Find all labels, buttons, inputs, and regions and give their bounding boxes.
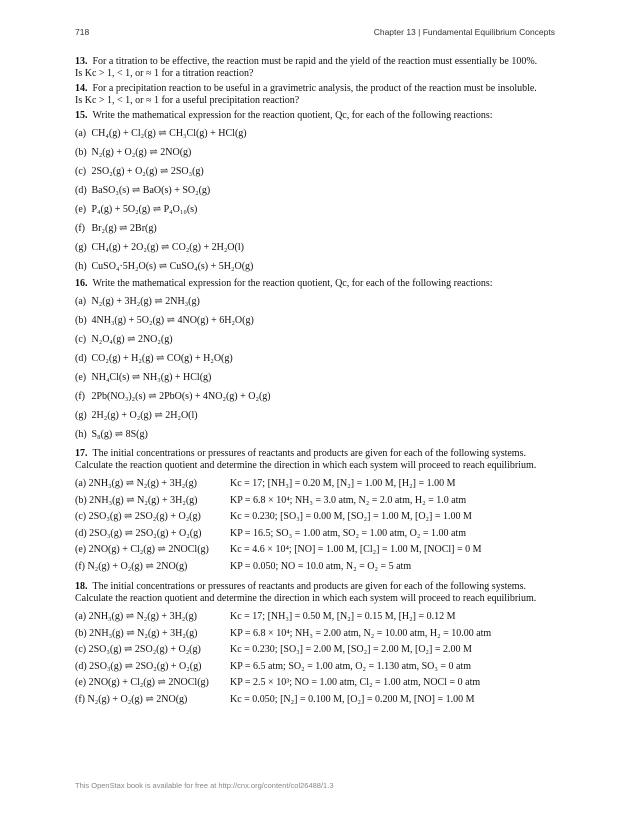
reaction-item [75, 406, 555, 425]
system-conditions: Kc = 17; [NH₃] = 0.20 M, [N₂] = 1.00 M, [H₂] = 1.00 M [230, 478, 456, 489]
problem-text: Calculate the reaction quotient and determine the direction in which each system will proceed to reach equilibrium. [75, 460, 537, 471]
system-reaction: (c) 2SO₃(g) ⇌ 2SO₂(g) + O₂(g) [75, 511, 201, 522]
item-label: (a) [75, 128, 87, 139]
page-footer: This OpenStax book is available for free at http://cnx.org/content/col26488/1.3 [75, 781, 334, 790]
problem-15 [75, 110, 555, 276]
system-conditions: KP = 6.8 × 10⁴; NH₃ = 3.0 atm, N₂ = 2.0 atm, H₂ = 1.0 atm [230, 494, 467, 506]
system-reaction: (f) N₂(g) + O₂(g) ⇌ 2NO(g) [75, 693, 188, 705]
problem-16 [75, 278, 555, 444]
reaction-item [75, 181, 555, 200]
system-conditions: KP = 0.050; NO = 10.0 atm, N₂ = O₂ = 5 atm [230, 560, 412, 572]
item-label: (c) [75, 334, 87, 345]
reaction-equation: CO₂(g) + H₂(g) ⇌ CO(g) + H₂O(g) [91, 353, 233, 364]
problem-14 [75, 83, 555, 107]
reaction-item [75, 387, 555, 406]
item-label: (h) [75, 429, 87, 440]
reaction-equation: P₄(g) + 5O₂(g) ⇌ P₄O₁₀(s) [91, 204, 198, 215]
system-item [75, 626, 555, 643]
reaction-item [75, 238, 555, 257]
reaction-equation: S₈(g) ⇌ 8S(g) [91, 429, 148, 440]
system-item [75, 659, 555, 676]
system-conditions: KP = 16.5; SO₃ = 1.00 atm, SO₂ = 1.00 atm, O₂ = 1.00 atm [230, 527, 466, 539]
item-label: (f) [75, 391, 85, 402]
page-content [75, 56, 555, 708]
reaction-item [75, 349, 555, 368]
item-label: (g) [75, 410, 87, 421]
system-conditions: KP = 6.8 × 10⁴; NH₃ = 2.00 atm, N₂ = 10.00 atm, H₂ = 10.00 atm [230, 627, 492, 639]
item-label: (d) [75, 185, 87, 196]
item-label: (d) [75, 353, 87, 364]
system-conditions: Kc = 0.230; [SO₃] = 2.00 M, [SO₂] = 2.00 M, [O₂] = 2.00 M [230, 644, 472, 655]
reaction-equation: BaSO₃(s) ⇌ BaO(s) + SO₂(g) [91, 185, 211, 196]
system-item [75, 675, 555, 692]
system-item [75, 559, 555, 576]
system-reaction: (e) 2NO(g) + Cl₂(g) ⇌ 2NOCl(g) [75, 544, 209, 555]
system-conditions: Kc = 0.050; [N₂] = 0.100 M, [O₂] = 0.200 M, [NO] = 1.00 M [230, 693, 475, 705]
problem-text: Is Kc > 1, < 1, or ≈ 1 for a titration reaction? [75, 68, 254, 79]
system-item [75, 692, 555, 709]
system-reaction: (d) 2SO₃(g) ⇌ 2SO₂(g) + O₂(g) [75, 527, 202, 539]
system-reaction: (f) N₂(g) + O₂(g) ⇌ 2NO(g) [75, 560, 188, 572]
system-item [75, 542, 555, 559]
problem-text: The initial concentrations or pressures of reactants and products are given for each of the following systems. [92, 581, 526, 592]
problem-number: 16. [75, 278, 88, 289]
reaction-equation: 2SO₂(g) + O₂(g) ⇌ 2SO₃(g) [91, 166, 204, 177]
problem-number: 13. [75, 56, 88, 67]
system-list [75, 476, 555, 575]
problem-text: For a precipitation reaction to be useful in a gravimetric analysis, the product of the reaction must be insoluble. [92, 83, 537, 94]
system-list [75, 609, 555, 708]
system-item [75, 526, 555, 543]
system-reaction: (b) 2NH₃(g) ⇌ N₂(g) + 3H₂(g) [75, 627, 198, 639]
reaction-item [75, 292, 555, 311]
system-reaction: (b) 2NH₃(g) ⇌ N₂(g) + 3H₂(g) [75, 494, 198, 506]
reaction-equation: 2H₂(g) + O₂(g) ⇌ 2H₂O(l) [91, 410, 198, 421]
reaction-item [75, 162, 555, 181]
reaction-equation: CH₄(g) + Cl₂(g) ⇌ CH₃Cl(g) + HCl(g) [91, 128, 247, 139]
reaction-item [75, 330, 555, 349]
reaction-item [75, 425, 555, 444]
reaction-equation: N₂(g) + O₂(g) ⇌ 2NO(g) [91, 147, 192, 158]
item-label: (e) [75, 204, 87, 215]
problem-text: Calculate the reaction quotient and determine the direction in which each system will proceed to reach equilibrium. [75, 593, 537, 604]
item-label: (g) [75, 242, 87, 253]
item-label: (e) [75, 372, 87, 383]
item-label: (a) [75, 296, 87, 307]
system-conditions: Kc = 4.6 × 10⁴; [NO] = 1.00 M, [Cl₂] = 1.00 M, [NOCl] = 0 M [230, 544, 482, 555]
system-conditions: Kc = 0.230; [SO₃] = 0.00 M, [SO₂] = 1.00 M, [O₂] = 1.00 M [230, 511, 472, 522]
problem-13 [75, 56, 555, 80]
system-item [75, 509, 555, 526]
reaction-item [75, 257, 555, 276]
item-label: (b) [75, 147, 87, 158]
system-reaction: (c) 2SO₃(g) ⇌ 2SO₂(g) + O₂(g) [75, 644, 201, 655]
system-item [75, 493, 555, 510]
problem-18 [75, 581, 555, 708]
problem-number: 15. [75, 110, 88, 121]
problem-text: Write the mathematical expression for the reaction quotient, Qc, for each of the following reactions: [92, 278, 493, 289]
system-conditions: KP = 6.5 atm; SO₂ = 1.00 atm, O₂ = 1.130 atm, SO₃ = 0 atm [230, 660, 471, 672]
reaction-item [75, 124, 555, 143]
item-label: (f) [75, 223, 85, 234]
reaction-equation: 4NH₃(g) + 5O₂(g) ⇌ 4NO(g) + 6H₂O(g) [91, 315, 254, 326]
system-item [75, 642, 555, 659]
item-label: (h) [75, 261, 87, 272]
item-label: (c) [75, 166, 87, 177]
reaction-equation: N₂(g) + 3H₂(g) ⇌ 2NH₃(g) [91, 296, 200, 307]
problem-text: Is Kc > 1, < 1, or ≈ 1 for a useful precipitation reaction? [75, 95, 300, 106]
item-label: (b) [75, 315, 87, 326]
page-number: 718 [75, 27, 90, 37]
system-reaction: (a) 2NH₃(g) ⇌ N₂(g) + 3H₂(g) [75, 478, 197, 489]
problem-text: The initial concentrations or pressures of reactants and products are given for each of the following systems. [92, 448, 526, 459]
reaction-equation: 2Pb(NO₃)₂(s) ⇌ 2PbO(s) + 4NO₂(g) + O₂(g) [91, 391, 271, 402]
problem-text: Write the mathematical expression for the reaction quotient, Qc, for each of the following reactions: [92, 110, 493, 121]
system-item [75, 609, 555, 626]
problem-number: 18. [75, 581, 88, 592]
reaction-item [75, 368, 555, 387]
reaction-item [75, 143, 555, 162]
problem-number: 17. [75, 448, 88, 459]
reaction-item [75, 219, 555, 238]
system-reaction: (a) 2NH₃(g) ⇌ N₂(g) + 3H₂(g) [75, 611, 197, 622]
system-reaction: (d) 2SO₃(g) ⇌ 2SO₂(g) + O₂(g) [75, 660, 202, 672]
reaction-equation: CuSO₄·5H₂O(s) ⇌ CuSO₄(s) + 5H₂O(g) [91, 261, 254, 272]
chapter-title: Chapter 13 | Fundamental Equilibrium Concepts [373, 27, 555, 37]
reaction-item [75, 311, 555, 330]
problem-17 [75, 448, 555, 575]
system-reaction: (e) 2NO(g) + Cl₂(g) ⇌ 2NOCl(g) [75, 677, 209, 688]
reaction-list [75, 292, 555, 444]
reaction-list [75, 124, 555, 276]
reaction-item [75, 200, 555, 219]
problem-text: For a titration to be effective, the reaction must be rapid and the yield of the reaction must essentially be 100%. [92, 56, 538, 67]
problem-number: 14. [75, 83, 88, 94]
reaction-equation: NH₄Cl(s) ⇌ NH₃(g) + HCl(g) [91, 372, 212, 383]
system-item [75, 476, 555, 493]
reaction-equation: CH₄(g) + 2O₂(g) ⇌ CO₂(g) + 2H₂O(l) [91, 242, 244, 253]
system-conditions: Kc = 17; [NH₃] = 0.50 M, [N₂] = 0.15 M, [H₂] = 0.12 M [230, 611, 456, 622]
system-conditions: KP = 2.5 × 10³; NO = 1.00 atm, Cl₂ = 1.00 atm, NOCl = 0 atm [230, 677, 481, 688]
reaction-equation: Br₂(g) ⇌ 2Br(g) [91, 223, 157, 234]
reaction-equation: N₂O₄(g) ⇌ 2NO₂(g) [91, 334, 173, 345]
